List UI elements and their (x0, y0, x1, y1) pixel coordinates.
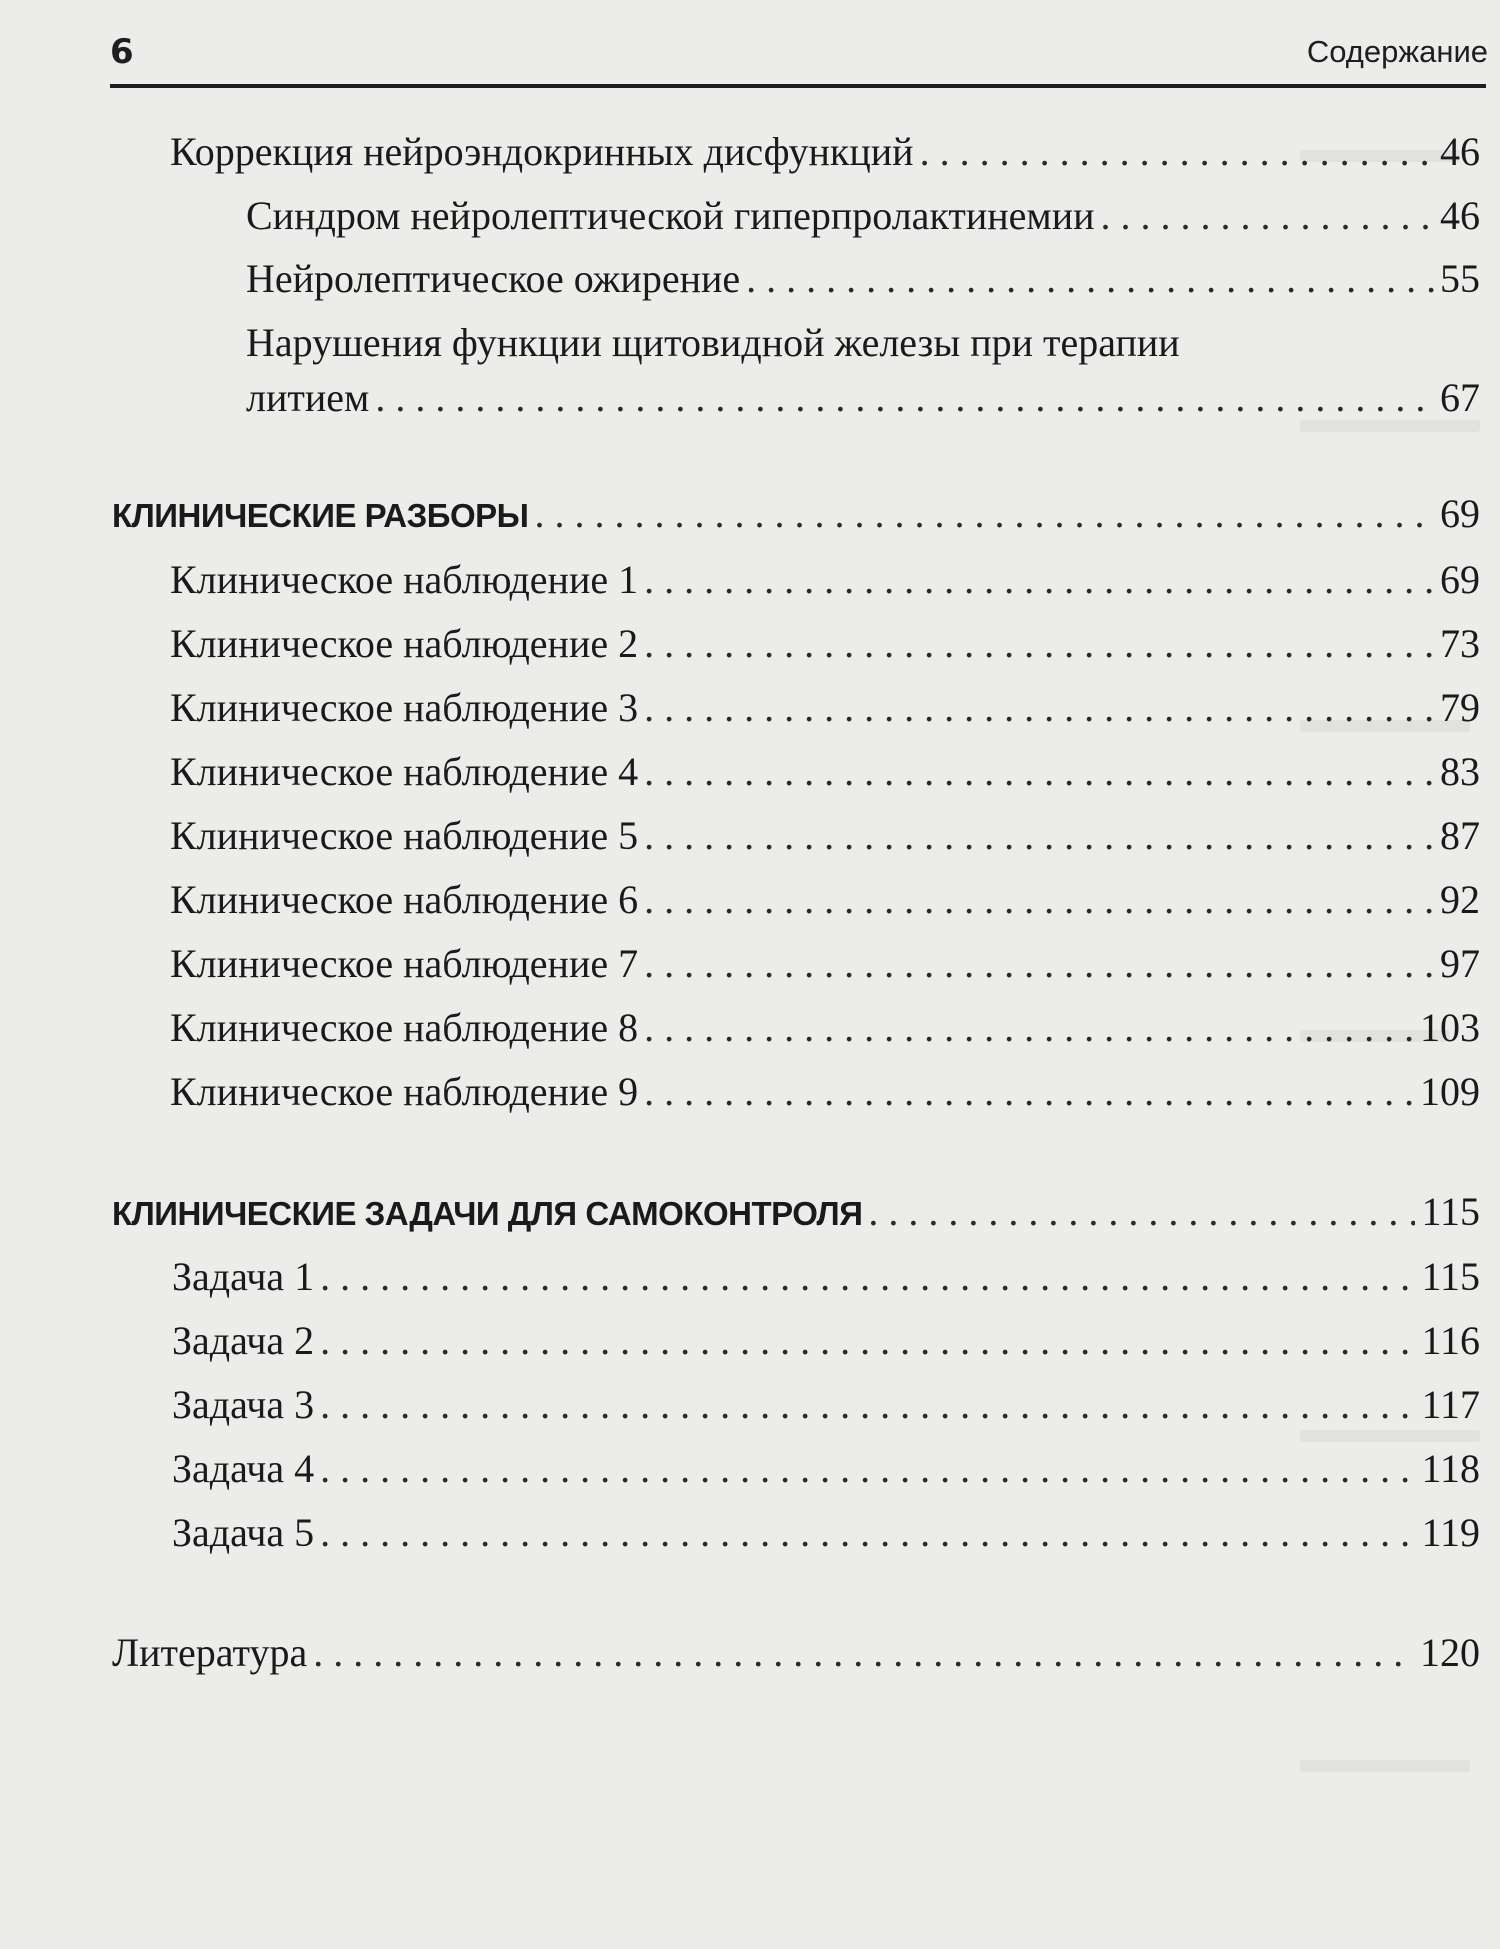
dot-leader (320, 1513, 1415, 1553)
running-title: Содержание (1306, 34, 1488, 69)
toc-entry-title: Клиническое наблюдение 2 (170, 621, 639, 666)
toc-entry-page: 103 (1420, 1005, 1480, 1050)
dot-leader (746, 259, 1434, 299)
toc-entry[interactable] (170, 685, 1480, 730)
toc-entry-title: Клиническое наблюдение 1 (170, 557, 639, 602)
toc-entry-page: 46 (1440, 129, 1480, 174)
toc-entry-page: 69 (1440, 557, 1480, 602)
toc-entry-page: 119 (1421, 1510, 1480, 1555)
toc-entry-page: 117 (1421, 1382, 1480, 1427)
toc-entry-title: Литература (112, 1630, 308, 1675)
toc-entry-title: Синдром нейролептической гиперпролактинемии (246, 193, 1095, 238)
toc-entry-title: Задача 5 (172, 1510, 315, 1555)
dot-leader (644, 624, 1434, 664)
dot-leader (313, 1633, 1414, 1673)
toc-entry-page: 118 (1421, 1446, 1480, 1491)
toc-entry-title: Клиническое наблюдение 5 (170, 813, 639, 858)
toc-entry-page: 67 (1440, 375, 1480, 420)
toc-entry-page: 87 (1440, 813, 1480, 858)
dot-leader (644, 1008, 1414, 1048)
toc-entry[interactable] (246, 193, 1480, 238)
dot-leader (868, 1192, 1415, 1232)
toc-entry[interactable] (170, 557, 1480, 602)
toc-entry-title: Клиническое наблюдение 7 (170, 941, 639, 986)
toc-section-heading[interactable] (112, 491, 1480, 536)
dot-leader (644, 880, 1434, 920)
toc-section-heading[interactable] (112, 1189, 1480, 1234)
toc-entry[interactable] (172, 1446, 1480, 1491)
toc-entry[interactable] (172, 1382, 1480, 1427)
toc-entry-title: Задача 2 (172, 1318, 315, 1363)
toc-entry-title-line1: Нарушения функции щитовидной железы при терапии (246, 320, 1180, 365)
toc-entry[interactable] (170, 941, 1480, 986)
toc-entry-title: литием (246, 375, 370, 420)
running-header (110, 30, 1486, 88)
toc-entry-page: 120 (1420, 1630, 1480, 1675)
toc-entry-title: Клиническое наблюдение 6 (170, 877, 639, 922)
toc-entry-page: 55 (1440, 256, 1480, 301)
dot-leader (320, 1257, 1415, 1297)
toc-entry[interactable] (246, 256, 1480, 301)
dot-leader (320, 1321, 1415, 1361)
bleed-mark (1300, 420, 1480, 432)
dot-leader (644, 560, 1434, 600)
toc-entry[interactable] (172, 1318, 1480, 1363)
toc-entry-page: 73 (1440, 621, 1480, 666)
dot-leader (534, 494, 1434, 534)
toc-entry-page: 97 (1440, 941, 1480, 986)
toc-entry-title: Клиническое наблюдение 8 (170, 1005, 639, 1050)
toc-entry-page: 115 (1421, 1254, 1480, 1299)
page-number: 6 (110, 32, 134, 72)
toc-entry-title: Нейролептическое ожирение (246, 256, 741, 301)
toc-entry[interactable] (112, 1630, 1480, 1675)
toc-entry-title: Задача 1 (172, 1254, 315, 1299)
toc-entry[interactable] (172, 1510, 1480, 1555)
dot-leader (320, 1449, 1415, 1489)
toc-entry-page: 83 (1440, 749, 1480, 794)
dot-leader (375, 378, 1434, 418)
toc-entry-title: Клиническое наблюдение 4 (170, 749, 639, 794)
toc-entry-page: 92 (1440, 877, 1480, 922)
toc-entry-page: 109 (1420, 1069, 1480, 1114)
toc-entry-page: 115 (1421, 1189, 1480, 1234)
toc-entry-title: Задача 4 (172, 1446, 315, 1491)
toc-entry[interactable] (170, 813, 1480, 858)
toc-entry-title: Клиническое наблюдение 9 (170, 1069, 639, 1114)
toc-entry-title: Клиническое наблюдение 3 (170, 685, 639, 730)
toc-entry-page: 79 (1440, 685, 1480, 730)
dot-leader (644, 816, 1434, 856)
dot-leader (644, 752, 1434, 792)
toc-entry-title: Задача 3 (172, 1382, 315, 1427)
dot-leader (920, 132, 1434, 172)
toc-entry[interactable] (170, 1005, 1480, 1050)
toc-entry[interactable] (170, 877, 1480, 922)
toc-entry[interactable] (170, 621, 1480, 666)
toc-entry[interactable] (170, 129, 1480, 174)
toc-entry-page: 46 (1440, 193, 1480, 238)
bleed-mark (1300, 1760, 1470, 1772)
toc-entry-page: 69 (1440, 491, 1480, 536)
toc-heading-title: КЛИНИЧЕСКИЕ ЗАДАЧИ ДЛЯ САМОКОНТРОЛЯ (112, 1195, 863, 1232)
dot-leader (320, 1385, 1415, 1425)
toc-entry-title: Коррекция нейроэндокринных дисфункций (170, 129, 914, 174)
dot-leader (1101, 196, 1434, 236)
dot-leader (644, 688, 1434, 728)
toc-entry[interactable] (172, 1254, 1480, 1299)
toc-entry-page: 116 (1421, 1318, 1480, 1363)
bleed-mark (1300, 1430, 1480, 1442)
dot-leader (644, 944, 1434, 984)
toc-entry[interactable] (246, 375, 1480, 420)
toc-entry[interactable] (170, 749, 1480, 794)
toc-entry[interactable] (170, 1069, 1480, 1114)
dot-leader (644, 1072, 1414, 1112)
toc-heading-title: КЛИНИЧЕСКИЕ РАЗБОРЫ (112, 497, 529, 534)
